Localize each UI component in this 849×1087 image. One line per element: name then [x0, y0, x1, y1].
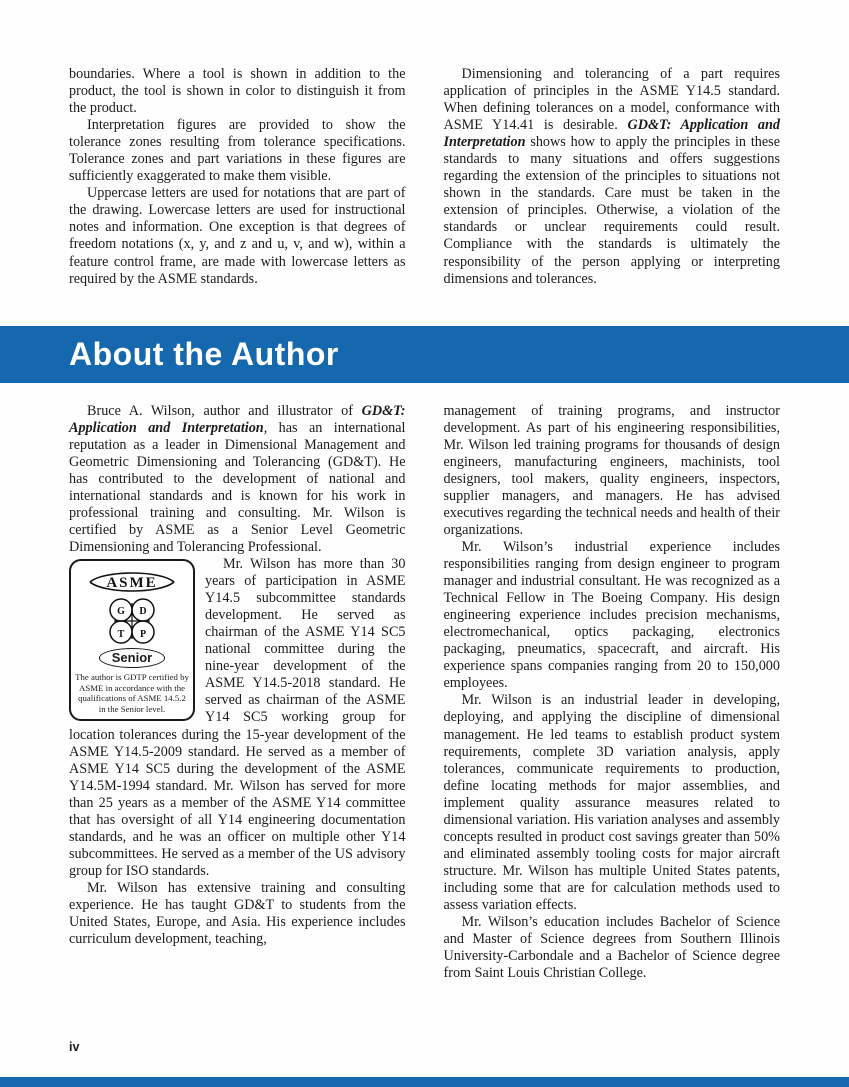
svg-text:D: D	[139, 606, 147, 618]
top-right-column	[444, 66, 781, 288]
svg-text:ASME: ASME	[106, 575, 158, 592]
paragraph: Mr. Wilson is an industrial leader in developing, deploying, and applying the discipline of dimensional management. He led teams to establish product system requirements, complete 3D variation analysis, apply tolerances, communicate requirements to production, define locating methods for major assemblies, and implement quality assurance measures related to dimensional variation. His variation analyses and assembly concepts resulted in product cost savings greater than 50% and eliminated assembly tooling costs for major aircraft structure. Mr. Wilson has multiple United States patents, including some that are for calculation methods used to assess variation effects.	[443, 692, 780, 913]
author-right-column	[444, 403, 781, 983]
paragraph: Uppercase letters are used for notations that are part of the drawing. Lowercase letters are used for instructional notes and information. One exception is that degrees of freedom notations (x, y, and z and u, v, and w), within a feature control frame, are made with lowercase letters as required by the ASME standards.	[69, 185, 406, 287]
top-left-column	[69, 66, 406, 288]
senior-level-label: Senior	[99, 648, 165, 668]
section-title: About the Author	[69, 335, 339, 372]
paragraph: Mr. Wilson’s education includes Bachelor of Science and Master of Science degrees from Southern Illinois University-Carbondale and a Bachelor of Science degree from Saint Louis Christian College.	[443, 914, 780, 982]
svg-text:P: P	[139, 629, 147, 641]
page-number: iv	[69, 1040, 80, 1054]
paragraph-text: shows how to apply the principles in these standards to many situations and offers suggestions regarding the extension of the principles to situations not shown in the standards. Care must be taken in the extension of principles. Otherwise, a violation of the standards or unclear requirements could result. Compliance with the standards is ultimately the responsibility of the person applying or interpreting dimensions and tolerances.	[443, 134, 780, 287]
gdtp-clover-icon	[108, 597, 156, 645]
paragraph	[444, 66, 781, 288]
footer-bar	[0, 1077, 849, 1087]
author-left-column	[69, 403, 406, 983]
author-text-section	[0, 403, 849, 983]
paragraph: management of training programs, and instructor development. As part of his engineering responsibilities, Mr. Wilson led training programs for thousands of design engineers, manufacturing engineers, machinists, tool designers, tool makers, quality engineers, inspectors, supplier managers, and managers. He has advised executives regarding the technical needs and health of their organizations.	[443, 402, 780, 538]
paragraph	[69, 403, 406, 556]
paragraph: Mr. Wilson has extensive training and consulting experience. He has taught GD&T to students from the United States, Europe, and Asia. His experience includes curriculum development, teaching,	[69, 879, 406, 948]
paragraph-text: Dimensioning and tolerancing of a part requires application of principles in the ASME Y14.5 standard. When defining tolerances on a model, conformance with ASME Y14.41 is desirable.	[443, 66, 780, 134]
paragraph: Interpretation figures are provided to show the tolerance zones resulting from tolerance specifications. Tolerance zones and part variations in these figures are sufficiently exaggerated to make them visible.	[69, 117, 406, 185]
paragraph: Mr. Wilson has more than 30 years of participation in ASME Y14.5 subcommittee standards development. He served as chairman of the ASME Y14 SC5 national committee during the nine-year development of the ASME Y14.5-2018 standard. He served as chairman of the ASME Y14 SC5 working group for location tolerances during the 15-year development of the ASME Y14.5-2009 standard. He served as a member of ASME Y14 SC5 during the development of the ASME Y14.5M-1994 standard. Mr. Wilson has served for more than 25 years as a member of the ASME Y14 committee that has oversight of all Y14 engineering documentation standards, and he was an officer on multiple other Y14 subcommittees. He served as a member of the US advisory group for ISO standards.	[69, 556, 406, 879]
paragraph-text: , has an international reputation as a leader in Dimensional Management and Geometric Dimensioning and Tolerancing (GD&T). He has contributed to the development of national and international standards and is known for his work in professional training and consulting. Mr. Wilson is certified by ASME as a Senior Level Geometric Dimensioning and Tolerancing Professional.	[69, 419, 406, 555]
paragraph: boundaries. Where a tool is shown in addition to the product, the tool is shown in color to distinguish it from the product.	[69, 66, 406, 117]
section-banner	[0, 326, 849, 383]
book-title-inline: GD&T: Application and Interpretation	[443, 117, 780, 151]
badge-caption: The author is GDTP certified by ASME in accordance with the qualifications of ASME 14.5.2 in the Senior level.	[75, 672, 189, 714]
certification-badge	[69, 559, 195, 721]
paragraph: Mr. Wilson’s industrial experience includes responsibilities ranging from design engineer to program manager and industrial consultant. He was recognized as a Technical Fellow in The Boeing Company. His design engineering experience includes precision mechanisms, electromechanical, optics packaging, electronics packaging, pneumatics, spacecraft, and aircraft. His experience spans companies ranging from 20 to 150,000 employees.	[443, 538, 780, 692]
svg-text:G: G	[117, 606, 125, 618]
book-title-inline: GD&T: Application and Interpretation	[69, 402, 406, 436]
svg-text:T: T	[117, 629, 125, 641]
asme-logo-icon	[80, 567, 184, 597]
paragraph-text: Bruce A. Wilson, author and illustrator of	[87, 402, 362, 419]
top-text-section	[0, 0, 849, 288]
